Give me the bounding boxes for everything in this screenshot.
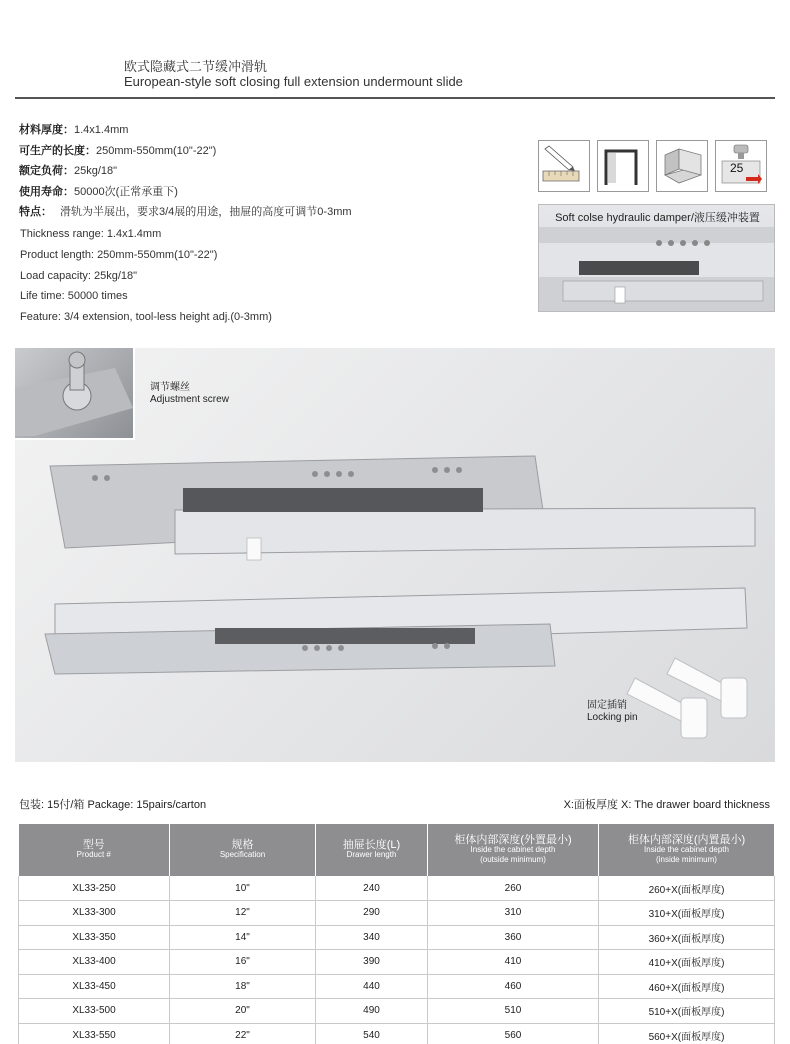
locking-pin-caption: 固定插销 Locking pin [587, 700, 638, 723]
header-outside-depth: 柜体内部深度(外置最小) Inside the cabinet depth (outside minimum) [428, 824, 599, 876]
table-row: XL33-400 16" 390 410 410+X(面板厚度) [19, 950, 775, 975]
damper-image [539, 227, 774, 311]
header-spec: 规格 Specification [170, 824, 316, 876]
damper-label: Soft colse hydraulic damper/液压缓冲装置 [555, 212, 760, 224]
page-title-en: European-style soft closing full extension undermount slide [124, 74, 463, 89]
spec-cn-thickness: 材料厚度：1.4x1.4mm [19, 124, 129, 136]
page-title-cn: 欧式隐藏式二节缓冲滑轨 [124, 59, 268, 74]
table-row: XL33-350 14" 340 360 360+X(面板厚度) [19, 925, 775, 950]
header-divider [15, 97, 775, 99]
table-row: XL33-450 18" 440 460 460+X(面板厚度) [19, 974, 775, 999]
load-weight-icon [715, 140, 767, 192]
spec-en-life: Life time: 50000 times [20, 290, 128, 303]
adjustment-screw-image [15, 348, 135, 440]
load-number: 25 [730, 161, 744, 175]
package-note: 包装: 15付/箱 Package: 15pairs/carton [19, 799, 207, 811]
header-product: 型号 Product # [19, 824, 170, 876]
spec-en-thickness: Thickness range: 1.4x1.4mm [20, 228, 162, 240]
table-row: XL33-300 12" 290 310 310+X(面板厚度) [19, 901, 775, 926]
specs-en [20, 224, 272, 328]
drawer-box-icon [656, 140, 708, 192]
spec-table [18, 824, 775, 1044]
spec-cn-length: 可生产的长度：250mm-550mm(10"-22") [19, 144, 217, 157]
spec-cn-feature: 特点： 滑轨为半展出，要求3/4展的用途，抽屉的高度可调节0-3mm [19, 206, 352, 218]
table-header-row [19, 824, 775, 876]
damper-panel [538, 204, 775, 312]
header-drawer-length: 抽屉长度(L) Drawer length [316, 824, 428, 876]
ruler-pencil-icon [538, 140, 590, 192]
adjustment-screw-caption: 调节螺丝 Adjustment screw [150, 382, 229, 405]
table-row: XL33-550 22" 540 560 560+X(面板厚度) [19, 1023, 775, 1044]
spec-en-feature: Feature: 3/4 extension, tool-less height adj.(0-3mm) [20, 311, 272, 324]
spec-en-length: Product length: 250mm-550mm(10"-22") [20, 248, 218, 261]
x-note: X:面板厚度 X: The drawer board thickness [563, 799, 770, 811]
table-row: XL33-500 20" 490 510 510+X(面板厚度) [19, 999, 775, 1024]
spec-cn-load: 额定负荷：25kg/18" [19, 165, 118, 177]
spec-en-load: Load capacity: 25kg/18" [20, 269, 138, 282]
specs-cn [19, 120, 352, 223]
header-inside-depth: 柜体内部深度(内置最小) Inside the cabinet depth (inside minimum) [599, 824, 775, 876]
spec-cn-life: 使用寿命：50000次(正常承重下) [19, 185, 178, 198]
cabinet-corner-icon [597, 140, 649, 192]
table-row: XL33-250 10" 240 260 260+X(面板厚度) [19, 876, 775, 901]
